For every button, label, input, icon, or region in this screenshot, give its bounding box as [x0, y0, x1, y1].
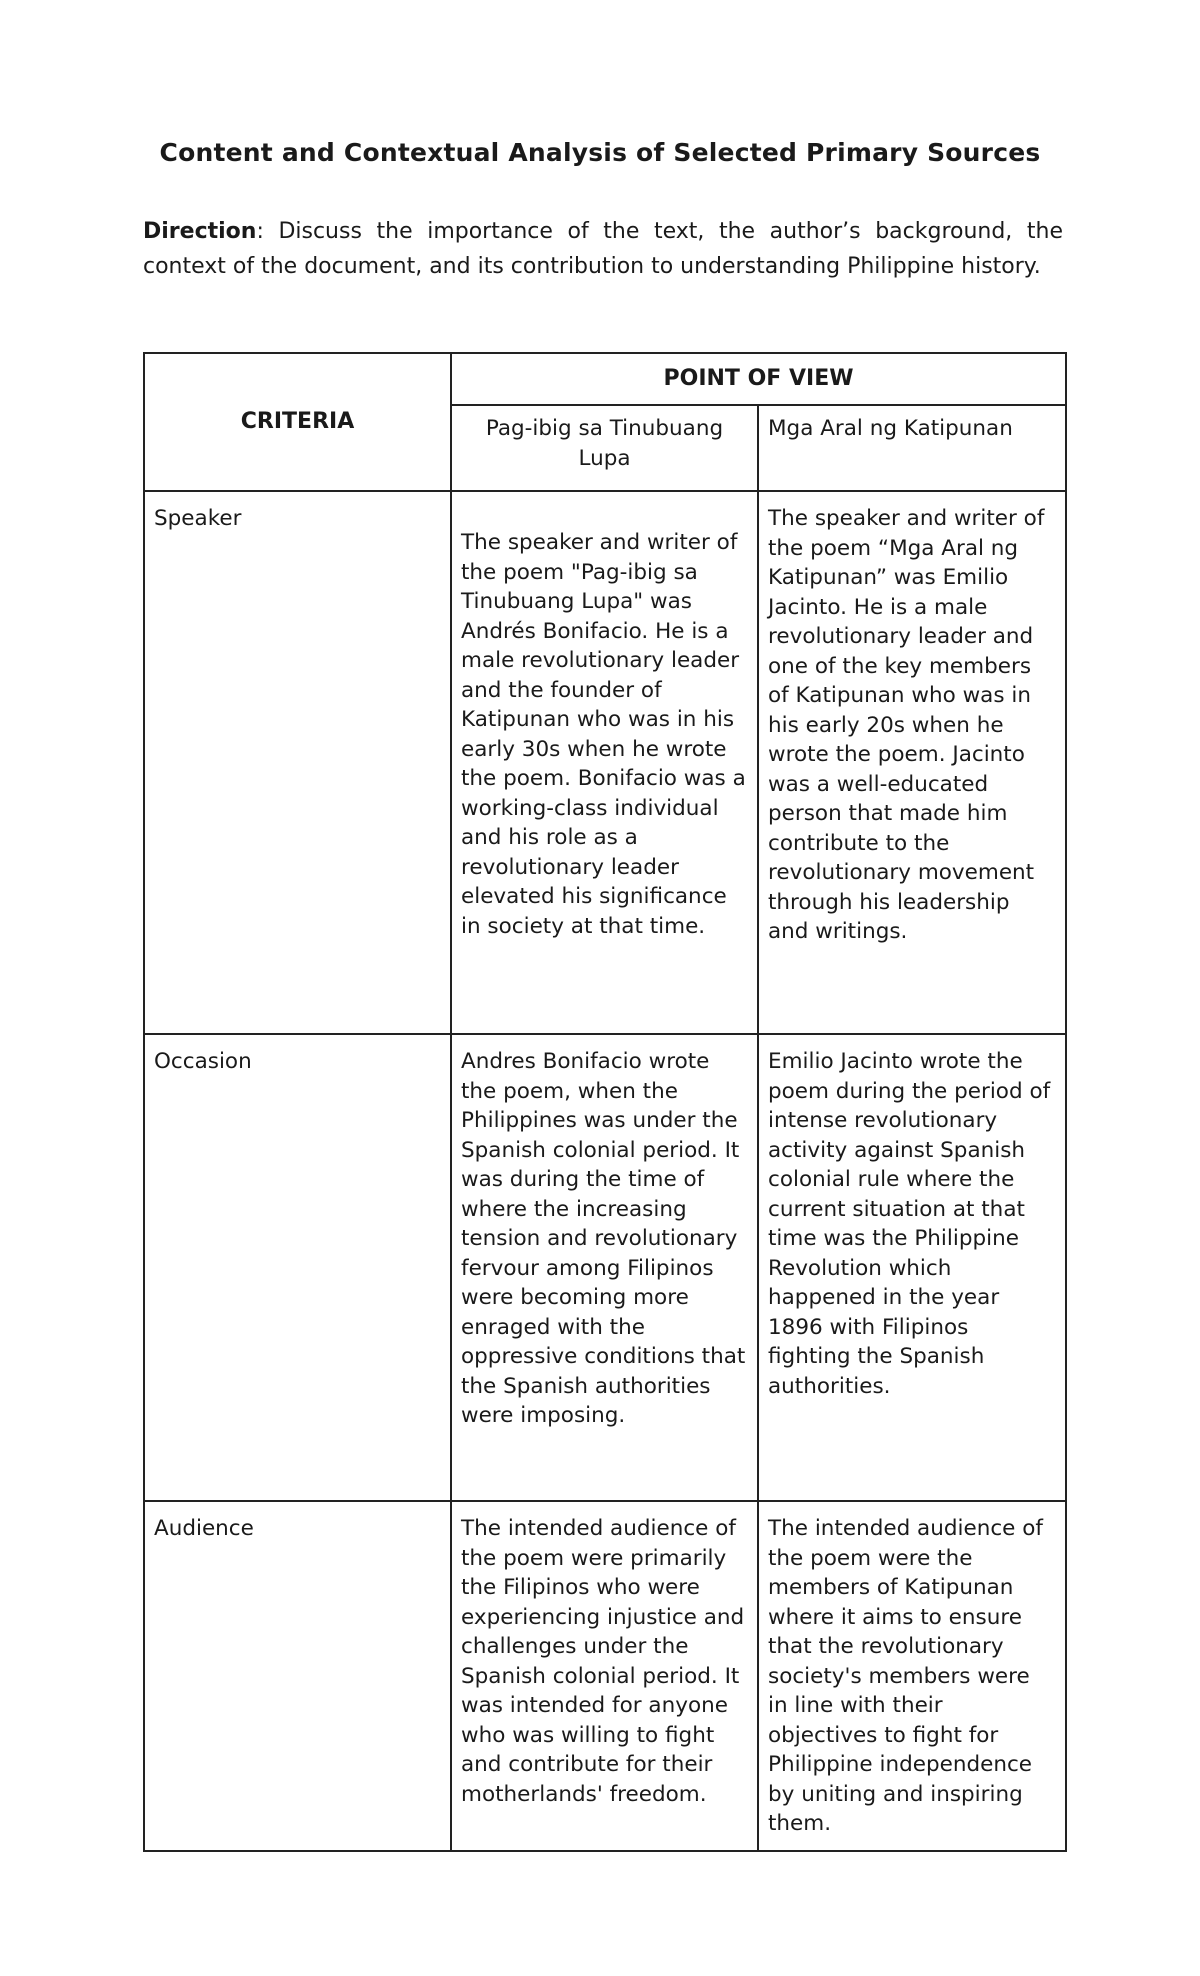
row-label-audience: Audience: [144, 1501, 451, 1851]
cell-speaker-mga-aral: The speaker and writer of the poem “Mga Aral ng Katipunan” was Emilio Jacinto. He is a male revolutionary leader and one of the key members of Katipunan who was in his early 20s when he wrote the poem. Jacinto was a well-educated person that made him contribute to the revolutionary movement through his leadership and writings.: [758, 491, 1066, 1034]
cell-occasion-mga-aral: Emilio Jacinto wrote the poem during the period of intense revolutionary activity against Spanish colonial rule where the current situation at that time was the Philippine Revolution which happened in the year 1896 with Filipinos fighting the Spanish authorities.: [758, 1034, 1066, 1501]
analysis-table: [143, 352, 1067, 1852]
criteria-header: CRITERIA: [144, 353, 451, 491]
row-label-speaker: Speaker: [144, 491, 451, 1034]
table-row: [144, 1501, 1066, 1851]
column-header-pag-ibig: Pag-ibig sa Tinubuang Lupa: [451, 405, 758, 491]
direction-text: : Discuss the importance of the text, the author’s background, the context of the document, and its contribution to understanding Philippine history.: [143, 219, 1063, 279]
direction-label: Direction: [143, 219, 257, 244]
table-row: [144, 491, 1066, 1034]
point-of-view-header: POINT OF VIEW: [451, 353, 1066, 405]
direction-paragraph: [143, 214, 1063, 284]
table-row: [144, 1034, 1066, 1501]
page-title: Content and Contextual Analysis of Selected Primary Sources: [159, 138, 1041, 167]
row-label-occasion: Occasion: [144, 1034, 451, 1501]
cell-audience-pag-ibig: The intended audience of the poem were primarily the Filipinos who were experiencing injustice and challenges under the Spanish colonial period. It was intended for anyone who was willing to fight and contribute for their motherlands' freedom.: [451, 1501, 758, 1851]
cell-speaker-pag-ibig: The speaker and writer of the poem "Pag-ibig sa Tinubuang Lupa" was Andrés Bonifacio. He is a male revolutionary leader and the founder of Katipunan who was in his early 30s when he wrote the poem. Bonifacio was a working-class individual and his role as a revolutionary leader elevated his significance in society at that time.: [451, 491, 758, 1034]
cell-audience-mga-aral: The intended audience of the poem were the members of Katipunan where it aims to ensure that the revolutionary society's members were in line with their objectives to fight for Philippine independence by uniting and inspiring them.: [758, 1501, 1066, 1851]
cell-occasion-pag-ibig: Andres Bonifacio wrote the poem, when the Philippines was under the Spanish colonial period. It was during the time of where the increasing tension and revolutionary fervour among Filipinos were becoming more enraged with the oppressive conditions that the Spanish authorities were imposing.: [451, 1034, 758, 1501]
column-header-mga-aral: Mga Aral ng Katipunan: [758, 405, 1066, 491]
